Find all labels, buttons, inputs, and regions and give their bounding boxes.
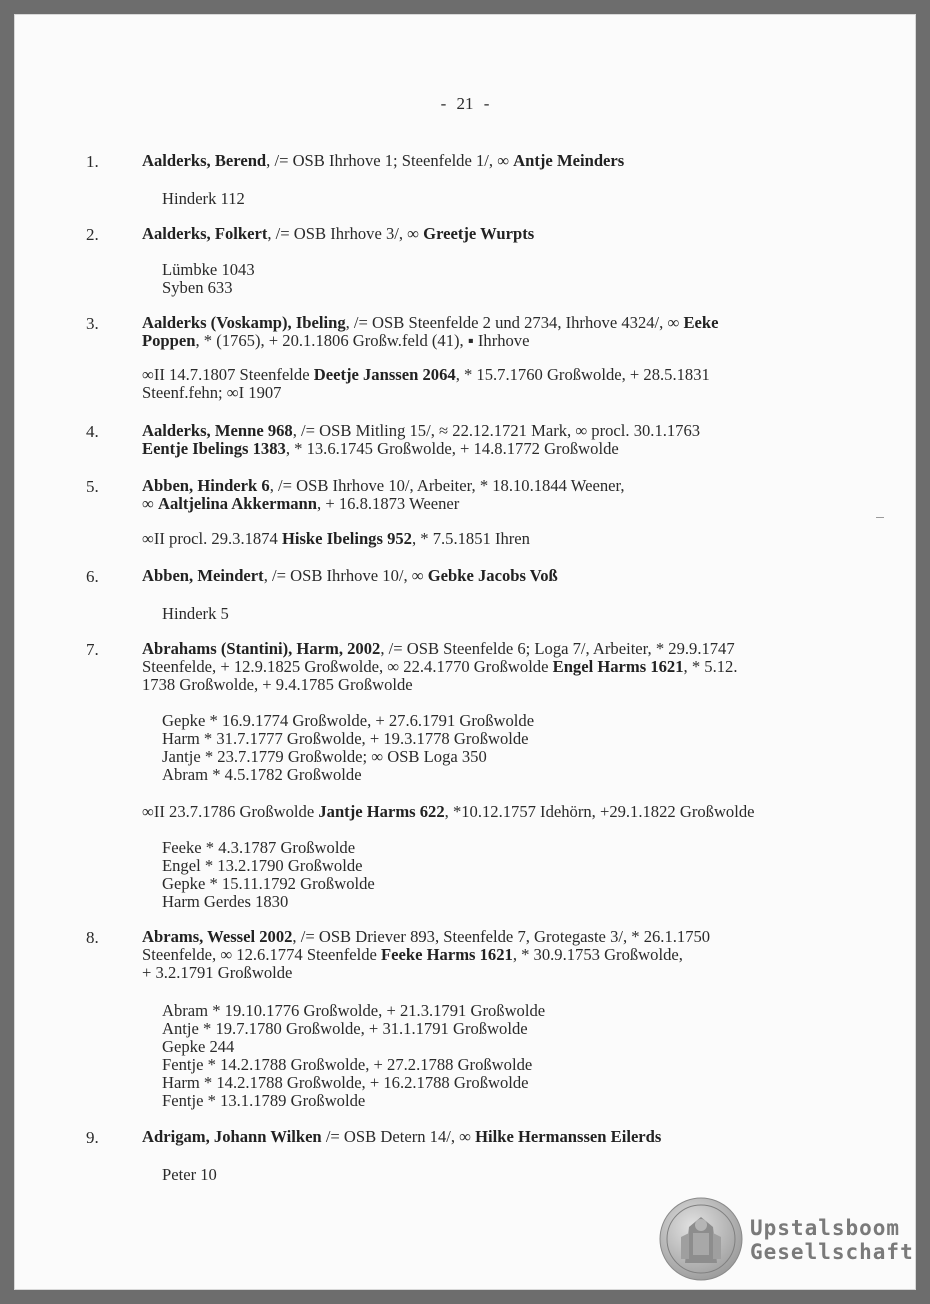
- entry-number: 7.: [86, 640, 99, 659]
- marriage-line: [142, 366, 710, 384]
- entry-number: 8.: [86, 928, 99, 947]
- entry-text: Steenfelde, ∞ 12.6.1774 Steenfelde: [142, 945, 382, 964]
- child-record: Harm Gerdes 1830: [162, 892, 289, 911]
- brand-line-2: Gesellschaft: [750, 1240, 914, 1264]
- child-record: Harm * 31.7.1777 Großwolde, + 19.3.1778 Großwolde: [162, 729, 529, 748]
- entry-line: [142, 332, 529, 350]
- entry-number: 3.: [86, 314, 99, 333]
- entry-number: 2.: [86, 225, 99, 244]
- entry-text: 1738 Großwolde, + 9.4.1785 Großwolde: [142, 675, 413, 694]
- person-name: Abrahams (Stantini), Harm, 2002: [142, 639, 381, 658]
- entry-line: [142, 928, 710, 946]
- entry-text: , * 30.9.1753 Großwolde,: [512, 945, 683, 964]
- child-record: Syben 633: [162, 278, 233, 297]
- entry-number: 9.: [86, 1128, 99, 1147]
- entry-number: 4.: [86, 422, 99, 441]
- entry-text: , /= OSB Driever 893, Steenfelde 7, Grotegaste 3/, * 26.1.1750: [292, 927, 711, 946]
- entry-line: [142, 1128, 661, 1146]
- page-number: - 21 -: [440, 94, 490, 113]
- entry-text: , /= OSB Steenfelde 6; Loga 7/, Arbeiter, * 29.9.1747: [380, 639, 735, 658]
- child-record: Gepke * 16.9.1774 Großwolde, + 27.6.1791 Großwolde: [162, 711, 535, 730]
- marriage-line: [142, 530, 530, 548]
- entry-line: [142, 495, 459, 513]
- entry-text: /= OSB Detern 14/, ∞: [321, 1127, 476, 1146]
- entry-text: ∞: [142, 494, 158, 513]
- entry-text: , * (1765), + 20.1.1806 Großw.feld (41), ▪ Ihrhove: [195, 331, 530, 350]
- entry-text: , /= OSB Ihrhove 10/, Arbeiter, * 18.10.1844 Weener,: [269, 476, 625, 495]
- marriage-line: [142, 384, 281, 402]
- person-name: Engel Harms 1621: [552, 657, 684, 676]
- entry-text: , * 5.12.: [683, 657, 738, 676]
- child-record: Abram * 4.5.1782 Großwolde: [162, 765, 362, 784]
- entry-number: 5.: [86, 477, 99, 496]
- document-page: [14, 14, 916, 1290]
- entry-line: [142, 225, 534, 243]
- person-name: Hilke Hermanssen Eilerds: [475, 1127, 662, 1146]
- child-record: Fentje * 14.2.1788 Großwolde, + 27.2.1788 Großwolde: [162, 1055, 533, 1074]
- child-record: Jantje * 23.7.1779 Großwolde; ∞ OSB Loga 350: [162, 747, 487, 766]
- brand-logo-text: [750, 1216, 914, 1264]
- child-record: Gepke 244: [162, 1037, 235, 1056]
- entry-text: Steenf.fehn; ∞I 1907: [142, 383, 282, 402]
- entry-text: + 3.2.1791 Großwolde: [142, 963, 293, 982]
- entry-text: , /= OSB Ihrhove 3/, ∞: [267, 224, 424, 243]
- person-name: Adrigam, Johann Wilken: [142, 1127, 322, 1146]
- entry-text: , /= OSB Ihrhove 1; Steenfelde 1/, ∞: [266, 151, 514, 170]
- person-name: Deetje Janssen 2064: [313, 365, 456, 384]
- person-name: Jantje Harms 622: [318, 802, 445, 821]
- entry-number: 1.: [86, 152, 99, 171]
- brand-line-1: Upstalsboom: [750, 1216, 901, 1240]
- entry-text: , + 16.8.1873 Weener: [317, 494, 460, 513]
- person-name: Abrams, Wessel 2002: [142, 927, 293, 946]
- entry-text: , * 7.5.1851 Ihren: [411, 529, 530, 548]
- child-record: Hinderk 5: [162, 604, 229, 623]
- entry-text: , * 15.7.1760 Großwolde, + 28.5.1831: [455, 365, 710, 384]
- person-name: Gebke Jacobs Voß: [427, 566, 558, 585]
- child-record: Engel * 13.2.1790 Großwolde: [162, 856, 363, 875]
- entry-text: , /= OSB Ihrhove 10/, ∞: [263, 566, 428, 585]
- entry-line: [142, 314, 718, 332]
- person-name: Eeke: [683, 313, 719, 332]
- entry-text: , /= OSB Mitling 15/, ≈ 22.12.1721 Mark, ∞ procl. 30.1.1763: [292, 421, 701, 440]
- child-record: Feeke * 4.3.1787 Großwolde: [162, 838, 356, 857]
- entry-number: 6.: [86, 567, 99, 586]
- child-record: Antje * 19.7.1780 Großwolde, + 31.1.1791 Großwolde: [162, 1019, 528, 1038]
- child-record: Gepke * 15.11.1792 Großwolde: [162, 874, 375, 893]
- entry-line: [142, 946, 683, 964]
- person-name: Eentje Ibelings 1383: [142, 439, 286, 458]
- entry-text: ∞II 23.7.1786 Großwolde: [142, 802, 319, 821]
- person-name: Abben, Hinderk 6: [142, 476, 270, 495]
- child-record: Fentje * 13.1.1789 Großwolde: [162, 1091, 366, 1110]
- person-name: Aalderks, Menne 968: [142, 421, 293, 440]
- child-record: Peter 10: [162, 1165, 217, 1184]
- person-name: Greetje Wurpts: [423, 224, 535, 243]
- entry-text: , *10.12.1757 Idehörn, +29.1.1822 Großwolde: [444, 802, 755, 821]
- entry-line: [142, 676, 413, 694]
- child-record: Lümbke 1043: [162, 260, 255, 279]
- person-name: Abben, Meindert: [142, 566, 264, 585]
- entry-text: ∞II 14.7.1807 Steenfelde: [142, 365, 314, 384]
- scan-mark: [876, 517, 884, 518]
- entry-line: [142, 422, 700, 440]
- entry-line: [142, 567, 558, 585]
- child-record: Hinderk 112: [162, 189, 245, 208]
- entry-line: [142, 964, 292, 982]
- person-name: Aalderks (Voskamp), Ibeling: [142, 313, 346, 332]
- person-name: Aalderks, Berend: [142, 151, 267, 170]
- entry-line: [142, 477, 625, 495]
- entry-text: Steenfelde, + 12.9.1825 Großwolde, ∞ 22.4.1770 Großwolde: [142, 657, 553, 676]
- marriage-line: [142, 803, 755, 821]
- entry-line: [142, 658, 737, 676]
- entry-text: , /= OSB Steenfelde 2 und 2734, Ihrhove 4324/, ∞: [345, 313, 684, 332]
- person-name: Aalderks, Folkert: [142, 224, 268, 243]
- child-record: Harm * 14.2.1788 Großwolde, + 16.2.1788 Großwolde: [162, 1073, 529, 1092]
- entry-text: ∞II procl. 29.3.1874: [142, 529, 282, 548]
- entry-text: , * 13.6.1745 Großwolde, + 14.8.1772 Großwolde: [285, 439, 619, 458]
- person-name: Antje Meinders: [513, 151, 625, 170]
- entry-line: [142, 440, 619, 458]
- person-name: Aaltjelina Akkermann: [157, 494, 318, 513]
- entry-line: [142, 152, 624, 170]
- person-name: Hiske Ibelings 952: [281, 529, 412, 548]
- entry-line: [142, 640, 735, 658]
- seal-icon: [659, 1197, 743, 1281]
- person-name: Feeke Harms 1621: [381, 945, 513, 964]
- person-name: Poppen: [142, 331, 196, 350]
- child-record: Abram * 19.10.1776 Großwolde, + 21.3.1791 Großwolde: [162, 1001, 546, 1020]
